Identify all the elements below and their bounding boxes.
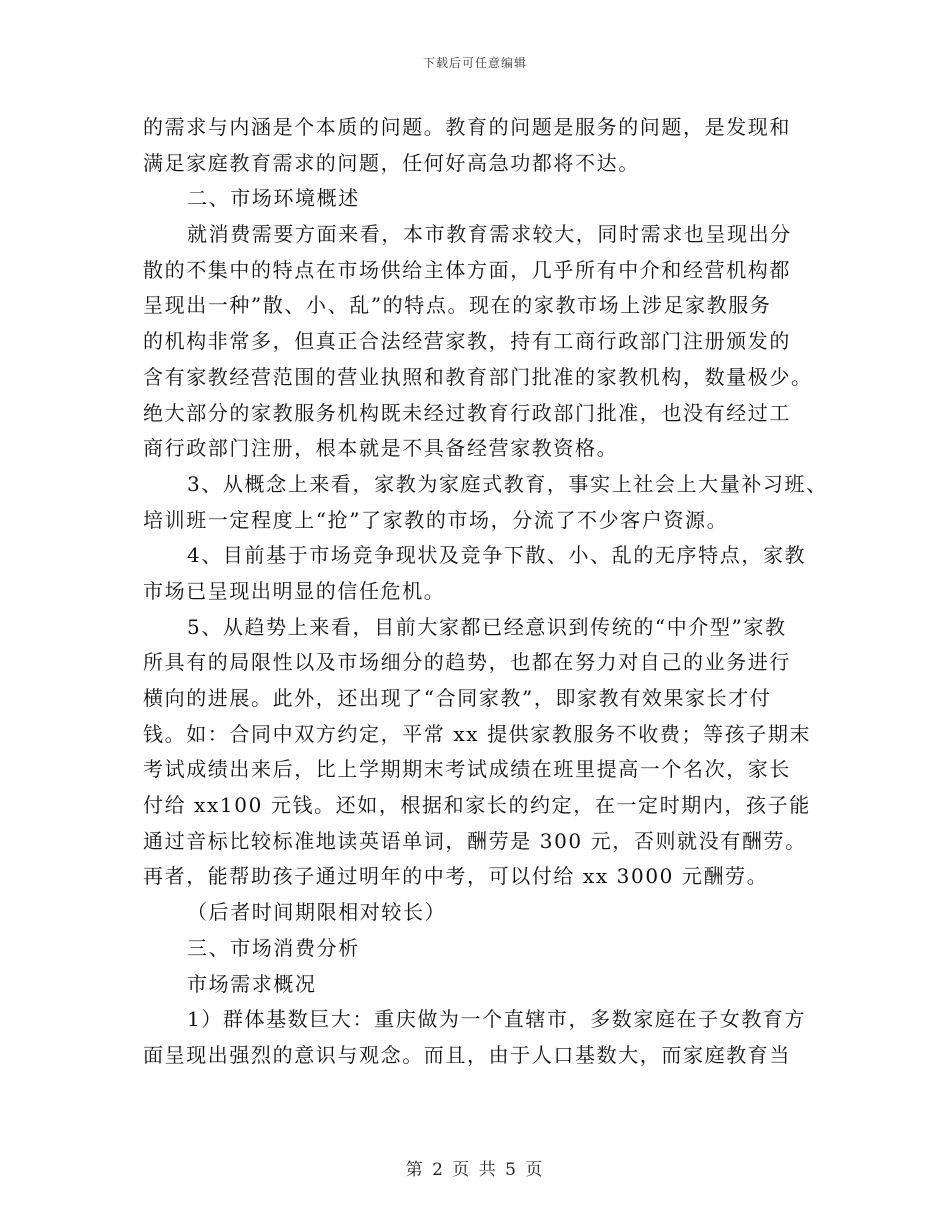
text-line: 4、目前基于市场竞争现状及竞争下散、小、乱的无序特点，家教 bbox=[187, 543, 807, 568]
text-line: 培训班一定程度上“抢”了家教的市场，分流了不少客户资源。 bbox=[143, 507, 729, 532]
text-line: 绝大部分的家教服务机构既未经过教育行政部门批准，也没有经过工 bbox=[143, 400, 791, 425]
page-footer bbox=[0, 1155, 950, 1180]
text-line: 3、从概念上来看，家教为家庭式教育，事实上社会上大量补习班、 bbox=[187, 471, 828, 496]
text-line: 的机构非常多，但真正合法经营家教，持有工商行政部门注册颁发的 bbox=[143, 329, 791, 354]
text-line: 5、从趋势上来看，目前大家都已经意识到传统的“中介型”家教 bbox=[187, 614, 787, 639]
section-heading: 三、市场消费分析 bbox=[187, 935, 360, 960]
text-line: 付给 xx100 元钱。还如，根据和家长的约定，在一定时期内，孩子能 bbox=[143, 793, 811, 818]
text-line: 满足家庭教育需求的问题，任何好高急功都将不达。 bbox=[143, 150, 640, 175]
text-line: 就消费需要方面来看，本市教育需求较大，同时需求也呈现出分 bbox=[187, 222, 792, 247]
page-total: 5 bbox=[505, 1160, 518, 1180]
page-number: 2 bbox=[432, 1160, 445, 1180]
text-line: 横向的进展。此外，还出现了“合同家教”，即家教有效果家长才付 bbox=[143, 686, 772, 710]
text-line: 商行政部门注册，根本就是不具备经营家教资格。 bbox=[143, 436, 619, 461]
text-line: 考试成绩出来后，比上学期期末考试成绩在班里提高一个名次，家长 bbox=[143, 757, 791, 782]
text-line: 散的不集中的特点在市场供给主体方面，几乎所有中介和经营机构都 bbox=[143, 257, 791, 282]
text-line: 通过音标比较标准地读英语单词，酬劳是 300 元，否则就没有酬劳。 bbox=[143, 828, 807, 853]
text-line: 市场已呈现出明显的信任危机。 bbox=[143, 578, 446, 603]
footer-label-pre: 第 bbox=[405, 1160, 425, 1180]
document-body bbox=[143, 110, 843, 1074]
text-line: （后者时间期限相对较长） bbox=[187, 900, 447, 925]
text-line: 呈现出一种”散、小、乱”的特点。现在的家教市场上涉足家教服务 bbox=[143, 293, 772, 318]
text-line: 含有家教经营范围的营业执照和教育部门批准的家教机构，数量极少。 bbox=[143, 364, 813, 389]
page-header: 下载后可任意编辑 bbox=[422, 56, 527, 70]
text-line: 所具有的局限性以及市场细分的趋势，也都在努力对自己的业务进行 bbox=[143, 650, 791, 675]
text-line: 1）群体基数巨大：重庆做为一个直辖市，多数家庭在子女教育方 bbox=[187, 1007, 807, 1032]
text-line: 钱。如：合同中双方约定，平常 xx 提供家教服务不收费；等孩子期末 bbox=[143, 721, 812, 746]
footer-label-post: 页 bbox=[525, 1160, 545, 1180]
text-line: 的需求与内涵是个本质的问题。教育的问题是服务的问题，是发现和 bbox=[143, 115, 791, 139]
text-line: 再者，能帮助孩子通过明年的中考，可以付给 xx 3000 元酬劳。 bbox=[143, 864, 769, 889]
footer-label-mid: 页 共 bbox=[452, 1160, 498, 1180]
section-heading: 二、市场环境概述 bbox=[187, 186, 360, 211]
subsection-heading: 市场需求概况 bbox=[187, 971, 317, 996]
text-line: 面呈现出强烈的意识与观念。而且，由于人口基数大，而家庭教育当 bbox=[143, 1042, 791, 1067]
